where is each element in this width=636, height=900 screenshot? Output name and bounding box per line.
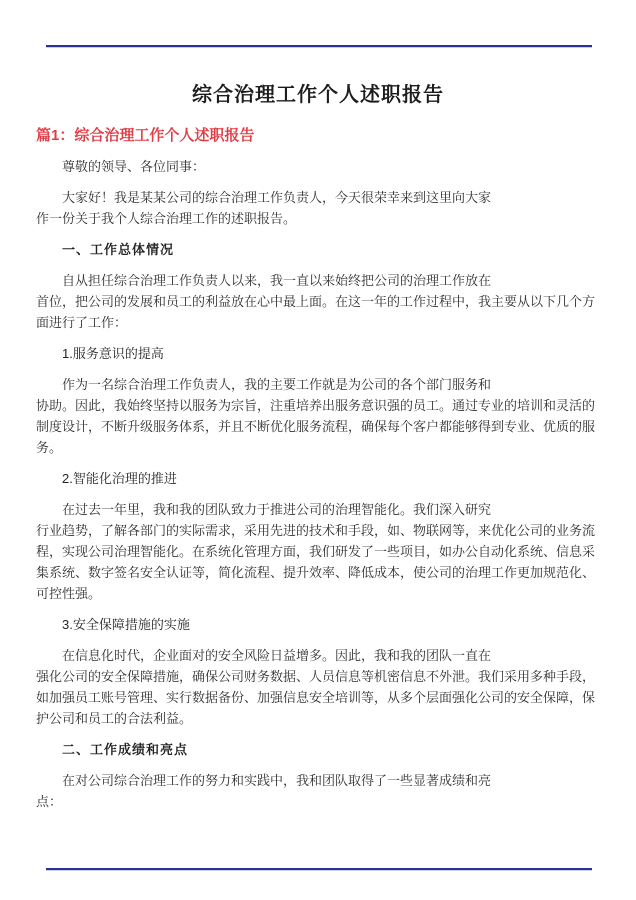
article-section-heading: 篇1：综合治理工作个人述职报告 bbox=[36, 127, 255, 144]
sub-heading: 2.智能化治理的推进 bbox=[62, 471, 177, 486]
document-content bbox=[36, 0, 600, 812]
page-title: 综合治理工作个人述职报告 bbox=[192, 84, 444, 106]
paragraph: 自从担任综合治理工作负责人以来，我一直以来始终把公司的治理工作放在 首位，把公司的发展和员工的利益放在心中最上面。在这一年的工作过程中，我主要从以下几个方面进行了工作： bbox=[36, 273, 596, 330]
section-heading: 二、工作成绩和亮点 bbox=[62, 742, 189, 757]
paragraph: 大家好！我是某某公司的综合治理工作负责人，今天很荣幸来到这里向大家 作一份关于我个人综合治理工作的述职报告。 bbox=[36, 190, 492, 226]
sub-heading: 1.服务意识的提高 bbox=[62, 346, 164, 361]
paragraph: 在过去一年里，我和我的团队致力于推进公司的治理智能化。我们深入研究 行业趋势，了解各部门的实际需求，采用先进的技术和手段，如、物联网等，来优化公司的业务流程，实现公司治理智能化。在系统化管理方面，我们研发了一些项目，如办公自动化系统、信息采集系统、数字签名安全认证等，简化流程、提升效率、降低成本，使公司的治理工作更加规范化、可控性强。 bbox=[36, 502, 596, 601]
paragraph: 尊敬的领导、各位同事： bbox=[62, 159, 206, 174]
paragraph: 作为一名综合治理工作负责人，我的主要工作就是为公司的各个部门服务和 协助。因此，我始终坚持以服务为宗旨，注重培养出服务意识强的员工。通过专业的培训和灵活的制度设计，不断升级服务体系，并且不断优化服务流程，确保每个客户都能够得到专业、优质的服务。 bbox=[36, 377, 596, 455]
paragraph: 在信息化时代，企业面对的安全风险日益增多。因此，我和我的团队一直在 强化公司的安全保障措施，确保公司财务数据、人员信息等机密信息不外泄。我们采用多种手段，如加强员工账号管理、实行数据备份、加强信息安全培训等，从多个层面强化公司的安全保障，保护公司和员工的合法利益。 bbox=[36, 648, 596, 726]
section-heading: 一、工作总体情况 bbox=[62, 242, 175, 257]
bottom-divider-rule bbox=[46, 868, 592, 870]
document-body bbox=[36, 156, 600, 812]
sub-heading: 3.安全保障措施的实施 bbox=[62, 617, 190, 632]
paragraph: 在对公司综合治理工作的努力和实践中，我和团队取得了一些显著成绩和亮 点： bbox=[36, 773, 492, 809]
